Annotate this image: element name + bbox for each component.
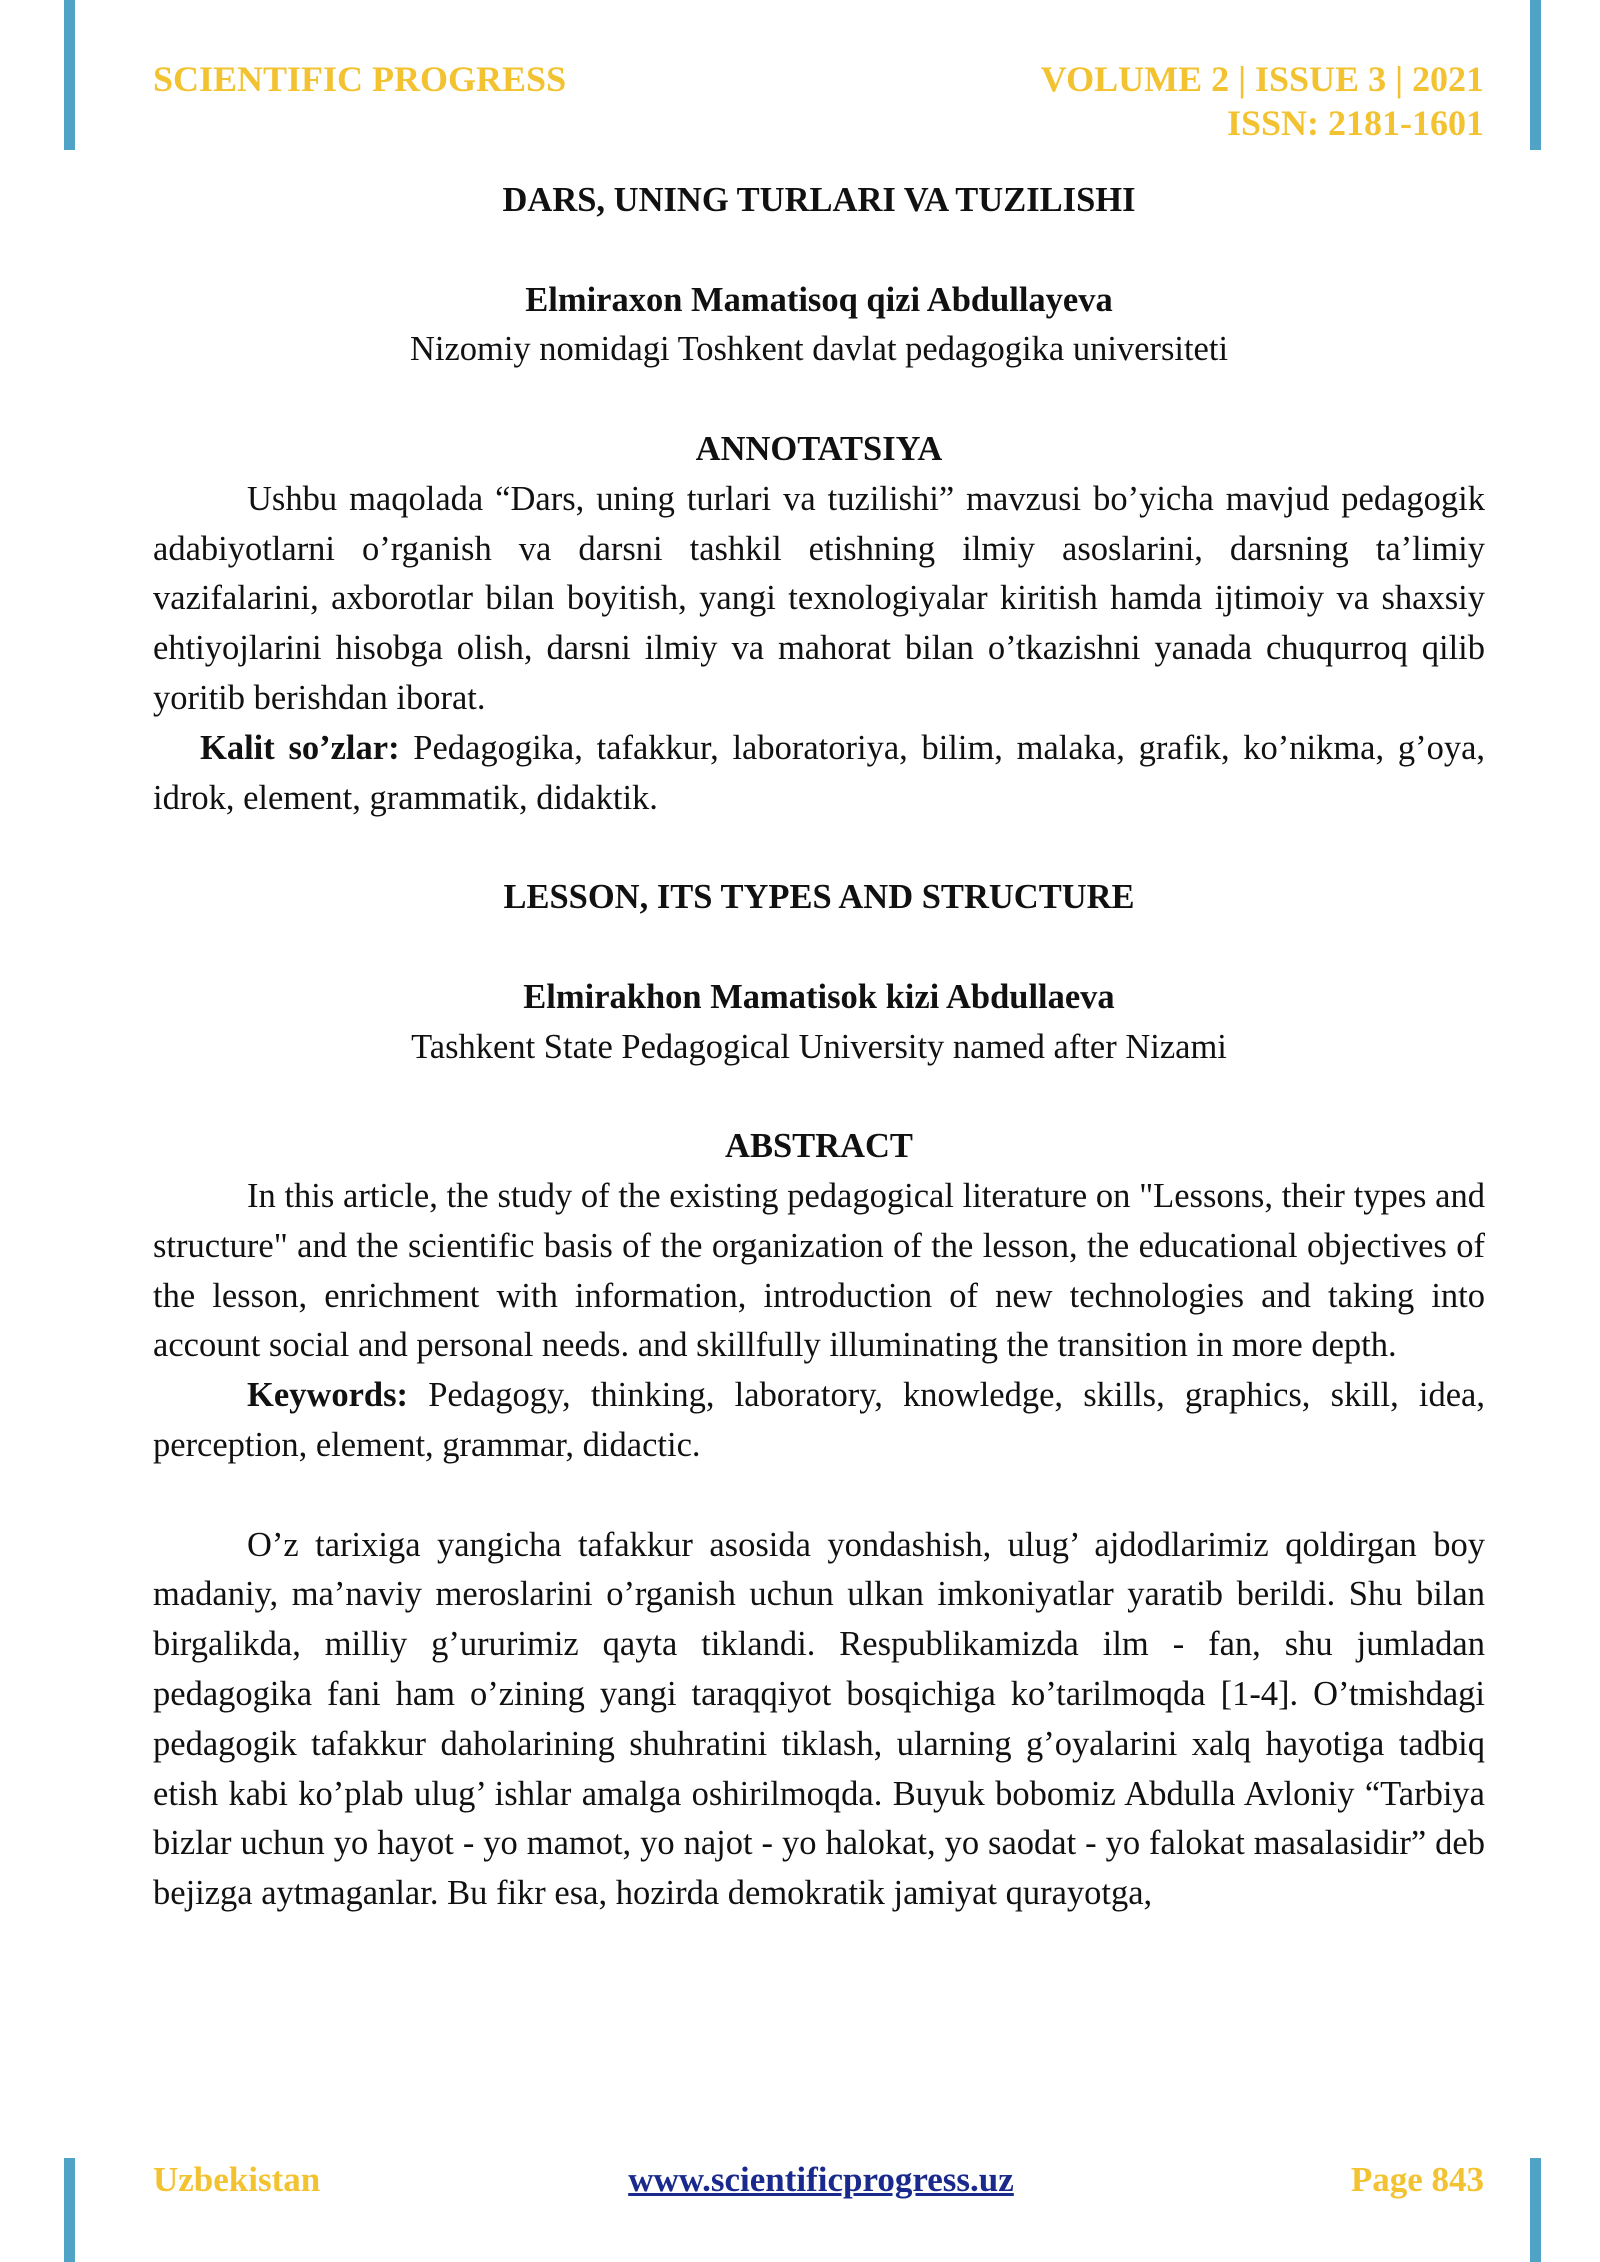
uz-author: Elmiraxon Mamatisoq qizi Abdullayeva: [525, 280, 1113, 319]
en-title: LESSON, ITS TYPES AND STRUCTURE: [503, 878, 1135, 917]
article-content: [153, 176, 1485, 1919]
en-keywords-text: Pedagogy, thinking, laboratory, knowledge, skills, graphics, skill, idea, perception, element, grammar, didactic.: [153, 1376, 1485, 1464]
uz-affiliation: Nizomiy nomidagi Toshkent davlat pedagogika universiteti: [409, 330, 1229, 369]
en-author: Elmirakhon Mamatisok kizi Abdullaeva: [523, 977, 1115, 1016]
annotation-heading: ANNOTATSIYA: [695, 429, 943, 468]
uz-keywords-label: Kalit so’zlar:: [200, 728, 400, 767]
top-right-bar: [1530, 0, 1541, 150]
abstract-text: In this article, the study of the existing pedagogical literature on "Lessons, their types and structure" and the scientific basis of the organization of the lesson, the educational objectives of the lesson, enrichment with information, introduction of new technologies and taking into account social and personal needs. and skillfully illuminating the transition in more depth.: [153, 1176, 1485, 1365]
issn: ISSN: 2181-1601: [1226, 103, 1484, 143]
footer-country: Uzbekistan: [153, 2160, 321, 2199]
en-affiliation: Tashkent State Pedagogical University named after Nizami: [411, 1027, 1227, 1066]
website-link[interactable]: www.scientificprogress.uz: [628, 2160, 1014, 2199]
footer-page-number: Page 843: [1350, 2160, 1484, 2199]
annotation-text: Ushbu maqolada “Dars, uning turlari va tuzilishi” mavzusi bo’yicha mavjud pedagogik adabiyotlarni o’rganish va darsni tashkil etishning ilmiy asoslarini, darsning ta’limiy vazifalarini, axborotlar bilan boyitish, yangi texnologiyalar kiritish hamda ijtimoiy va shaxsiy ehtiyojlarini hisobga olish, darsni ilmiy va mahorat bilan o’tkazishni yanada chuqurroq qilib yoritib berishdan iborat.: [153, 479, 1485, 717]
journal-name: SCIENTIFIC PROGRESS: [153, 59, 567, 99]
uz-keywords: [153, 724, 1485, 824]
volume-issue: VOLUME 2 | ISSUE 3 | 2021: [1040, 59, 1484, 99]
en-keywords: [153, 1371, 1485, 1471]
uz-keywords-text: Pedagogika, tafakkur, laboratoriya, bilim, malaka, grafik, ko’nikma, g’oya, idrok, element, grammatik, didaktik.: [153, 728, 1486, 817]
uz-title: DARS, UNING TURLARI VA TUZILISHI: [502, 181, 1136, 219]
top-left-bar: [64, 0, 75, 150]
body-paragraph: O’z tarixiga yangicha tafakkur asosida yondashish, ulug’ ajdodlarimiz qoldirgan boy madaniy, ma’naviy meroslarini o’rganish uchun ulkan imkoniyatlar yaratib berildi. Shu bilan birgalikda, milliy g’ururimiz qayta tiklandi. Respublikamizda ilm - fan, shu jumladan pedagogika fani ham o’zining yangi taraqqiyot bosqichiga ko’tarilmoqda [1-4]. O’tmishdagi pedagogik tafakkur daholarining shuhratini tiklash, ularning g’oyalarini xalq hayotiga tadbiq etish kabi ko’plab ulug’ ishlar amalga oshirilmoqda. Buyuk bobomiz Abdulla Avloniy “Tarbiya bizlar uchun yo hayot - yo mamot, yo najot - yo halokat, yo saodat - yo falokat masalasidir” deb bejizga aytmaganlar. Bu fikr esa, hozirda demokratik jamiyat qurayotga,: [153, 1525, 1485, 1913]
abstract-heading: ABSTRACT: [725, 1127, 913, 1166]
en-keywords-label: Keywords:: [247, 1376, 408, 1415]
